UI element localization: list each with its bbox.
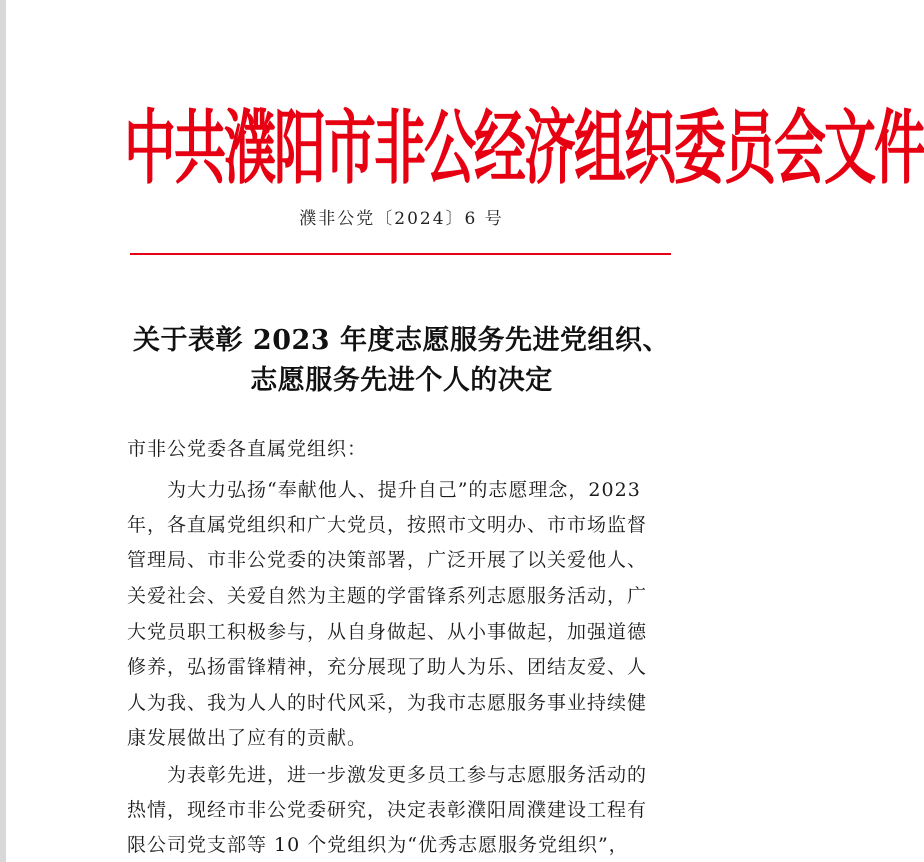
body-line: 人为我、我为人人的时代风采，为我市志愿服务事业持续健 — [127, 692, 648, 714]
body-line: 热情，现经市非公党委研究，决定表彰濮阳周濮建设工程有 — [127, 799, 648, 821]
body-line: 年，各直属党组织和广大党员，按照市文明办、市市场监督 — [127, 514, 648, 536]
salutation: 市非公党委各直属党组织： — [127, 438, 368, 460]
body-line: 为表彰先进，进一步激发更多员工参与志愿服务活动的 — [167, 764, 648, 786]
body-line: 为大力弘扬“奉献他人、提升自己”的志愿理念，2023 — [167, 479, 641, 501]
body-line: 关爱社会、关爱自然为主题的学雷锋系列志愿服务活动，广 — [127, 585, 648, 607]
body-line: 修养，弘扬雷锋精神，充分展现了助人为乐、团结友爱、人 — [127, 656, 648, 678]
document-page — [6, 0, 924, 862]
body-line: 大党员职工积极参与，从自身做起、从小事做起，加强道德 — [127, 621, 648, 643]
document-title-line-1: 关于表彰 2023 年度志愿服务先进党组织、 — [133, 325, 670, 356]
document-title-line-2: 志愿服务先进个人的决定 — [250, 365, 553, 396]
red-divider-line — [130, 253, 671, 255]
document-number: 濮非公党〔2024〕6 号 — [299, 209, 504, 229]
body-line: 限公司党支部等 10 个党组织为“优秀志愿服务党组织”， — [127, 834, 629, 856]
body-line: 管理局、市非公党委的决策部署，广泛开展了以关爱他人、 — [127, 549, 648, 571]
red-masthead-title: 中共濮阳市非公经济组织委员会文件 — [124, 102, 924, 196]
body-line: 康发展做出了应有的贡献。 — [127, 727, 368, 749]
